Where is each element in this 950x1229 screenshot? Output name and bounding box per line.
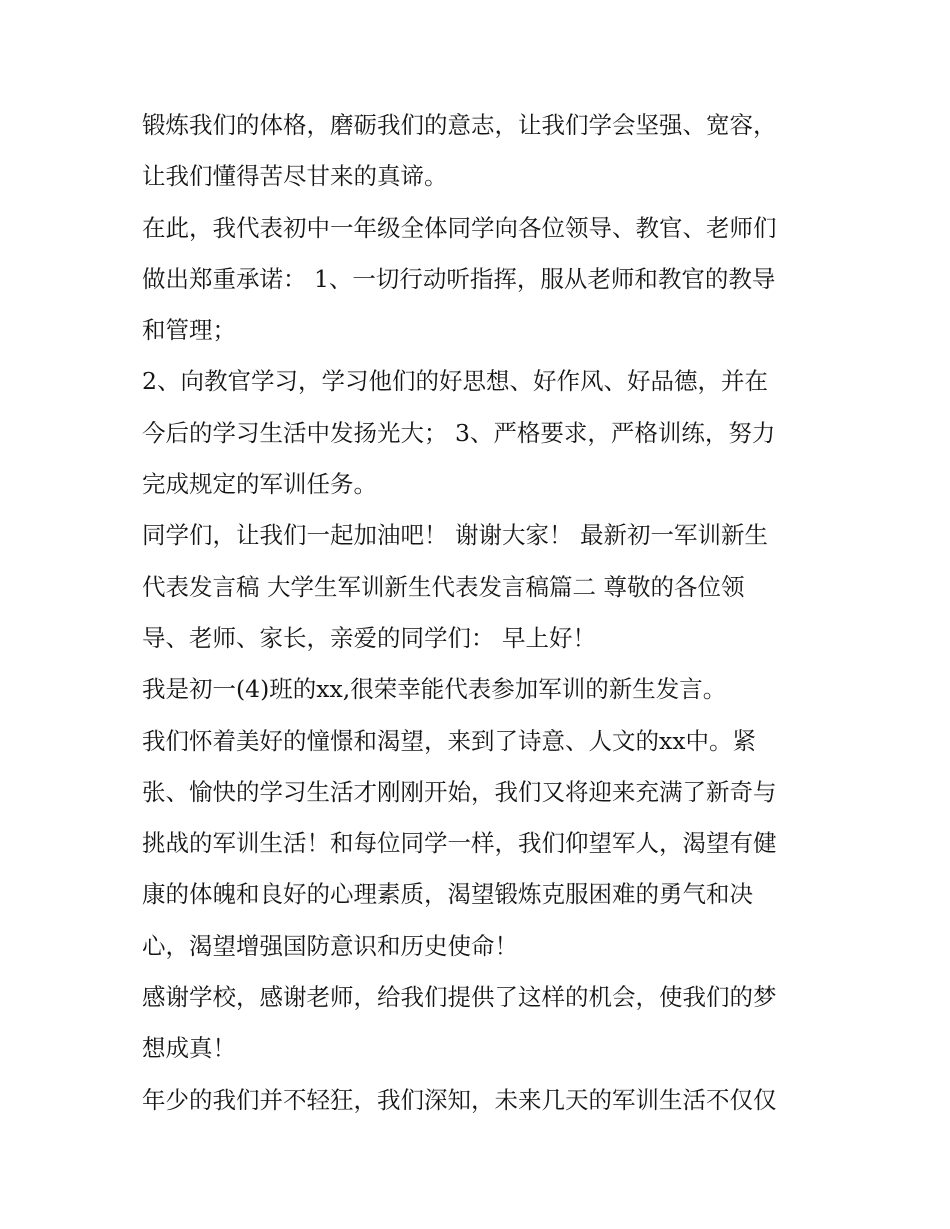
text-line: 感谢学校，感谢老师，给我们提供了这样的机会，使我们的梦 (142, 983, 777, 1012)
text-line: 同学们，让我们一起加油吧！ 谢谢大家！ 最新初一军训新生 (142, 521, 768, 550)
text-line: 我们怀着美好的憧憬和渴望，来到了诗意、人文的xx中。紧 (142, 726, 757, 755)
text-line: 康的体魄和良好的心理素质，渴望锻炼克服困难的勇气和决 (142, 880, 753, 909)
text-line: 让我们懂得苦尽甘来的真谛。 (142, 162, 448, 191)
text-line: 代表发言稿 大学生军训新生代表发言稿篇二 尊敬的各位领 (142, 572, 745, 601)
text-line: 在此，我代表初中一年级全体同学向各位领导、教官、老师们 (142, 213, 777, 242)
text-line: 今后的学习生活中发扬光大； 3、严格要求，严格训练，努力 (142, 418, 776, 447)
text-line: 我是初一(4)班的xx,很荣幸能代表参加军训的新生发言。 (142, 675, 727, 704)
text-line: 和管理； (142, 316, 236, 345)
text-line: 导、老师、家长，亲爱的同学们： 早上好！ (142, 623, 596, 652)
text-line: 做出郑重承诺： 1、一切行动听指挥，服从老师和教官的教导 (142, 264, 776, 293)
document-body (142, 100, 842, 1126)
text-line: 2、向教官学习，学习他们的好思想、好作风、好品德，并在 (142, 367, 768, 396)
text-line: 想成真！ (142, 1034, 236, 1063)
text-line: 锻炼我们的体格，磨砺我们的意志，让我们学会坚强、宽容， (142, 111, 777, 139)
text-line: 心，渴望增强国防意识和历史使命！ (142, 931, 518, 960)
text-line: 张、愉快的学习生活才刚刚开始，我们又将迎来充满了新奇与 (142, 777, 777, 806)
text-line: 完成规定的军训任务。 (142, 470, 377, 499)
text-line: 挑战的军训生活！和每位同学一样，我们仰望军人，渴望有健 (142, 829, 777, 858)
text-line: 年少的我们并不轻狂，我们深知，未来几天的军训生活不仅仅 (142, 1085, 777, 1114)
